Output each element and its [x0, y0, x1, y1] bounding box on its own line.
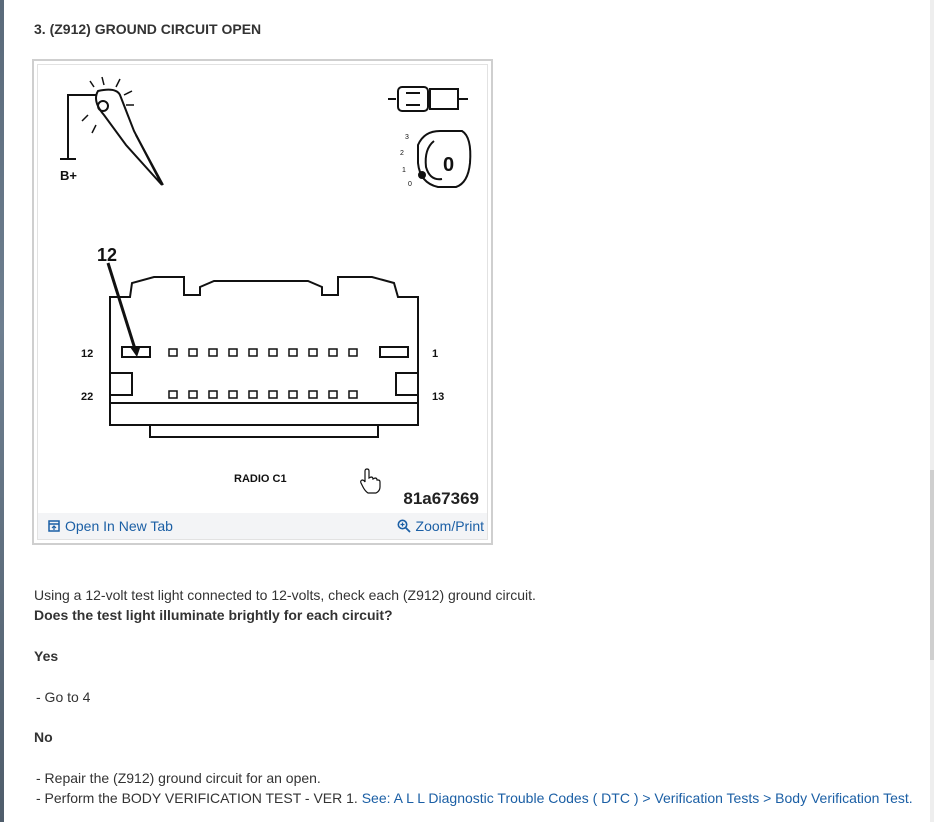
- fuse-icon: [388, 87, 468, 111]
- zoom-print-label: Zoom/Print: [415, 518, 484, 534]
- figure-id: 81a67369: [403, 489, 479, 508]
- connector-outline: [110, 277, 418, 437]
- ign-pos-0: 0: [408, 181, 412, 188]
- ignition-indicator: [418, 171, 426, 179]
- open-new-tab-icon: [48, 520, 60, 532]
- figure-footer: [38, 513, 487, 539]
- figure-container: [32, 59, 493, 545]
- scrollbar[interactable]: [930, 0, 934, 822]
- no-action-verify: [36, 790, 913, 806]
- pointer-pin-label: 12: [97, 245, 118, 265]
- open-new-tab-label: Open In New Tab: [65, 518, 173, 534]
- ign-pos-3: 3: [405, 134, 409, 141]
- ign-pos-1: 1: [402, 167, 406, 174]
- ignition-key-label: 0: [443, 154, 455, 176]
- figure-image[interactable]: [37, 64, 488, 540]
- zoom-icon: [397, 519, 411, 533]
- pin-top-left-label: 12: [81, 348, 94, 360]
- verification-test-link[interactable]: See: A L L Diagnostic Trouble Codes ( DTC ) > Verification Tests > Body Verification Test.: [361, 790, 913, 806]
- zoom-print-link[interactable]: [397, 518, 484, 534]
- no-heading: No: [34, 729, 53, 745]
- connector-diagram: [38, 65, 491, 517]
- connector-label: RADIO C1: [234, 473, 287, 485]
- instruction-text: Using a 12-volt test light connected to 12-volts, check each (Z912) ground circuit.: [34, 587, 536, 603]
- battery-label: B+: [60, 168, 77, 183]
- yes-action: - Go to 4: [36, 689, 91, 705]
- left-window-edge: [0, 0, 4, 822]
- no-action-repair: - Repair the (Z912) ground circuit for an open.: [36, 770, 321, 786]
- pin-top-right-label: 1: [432, 348, 439, 360]
- open-new-tab-link[interactable]: [48, 518, 173, 534]
- scrollbar-thumb[interactable]: [930, 470, 934, 660]
- pin-bottom-left-label: 22: [81, 391, 94, 403]
- question-text: Does the test light illuminate brightly for each circuit?: [34, 607, 393, 623]
- ign-pos-2: 2: [400, 150, 404, 157]
- yes-heading: Yes: [34, 648, 59, 664]
- test-light-probe: [96, 90, 162, 185]
- verify-text: - Perform the BODY VERIFICATION TEST - VER 1.: [36, 790, 362, 806]
- step-title: 3. (Z912) GROUND CIRCUIT OPEN: [34, 21, 262, 37]
- hand-cursor-icon: [361, 469, 380, 493]
- pin-bottom-right-label: 13: [432, 391, 445, 403]
